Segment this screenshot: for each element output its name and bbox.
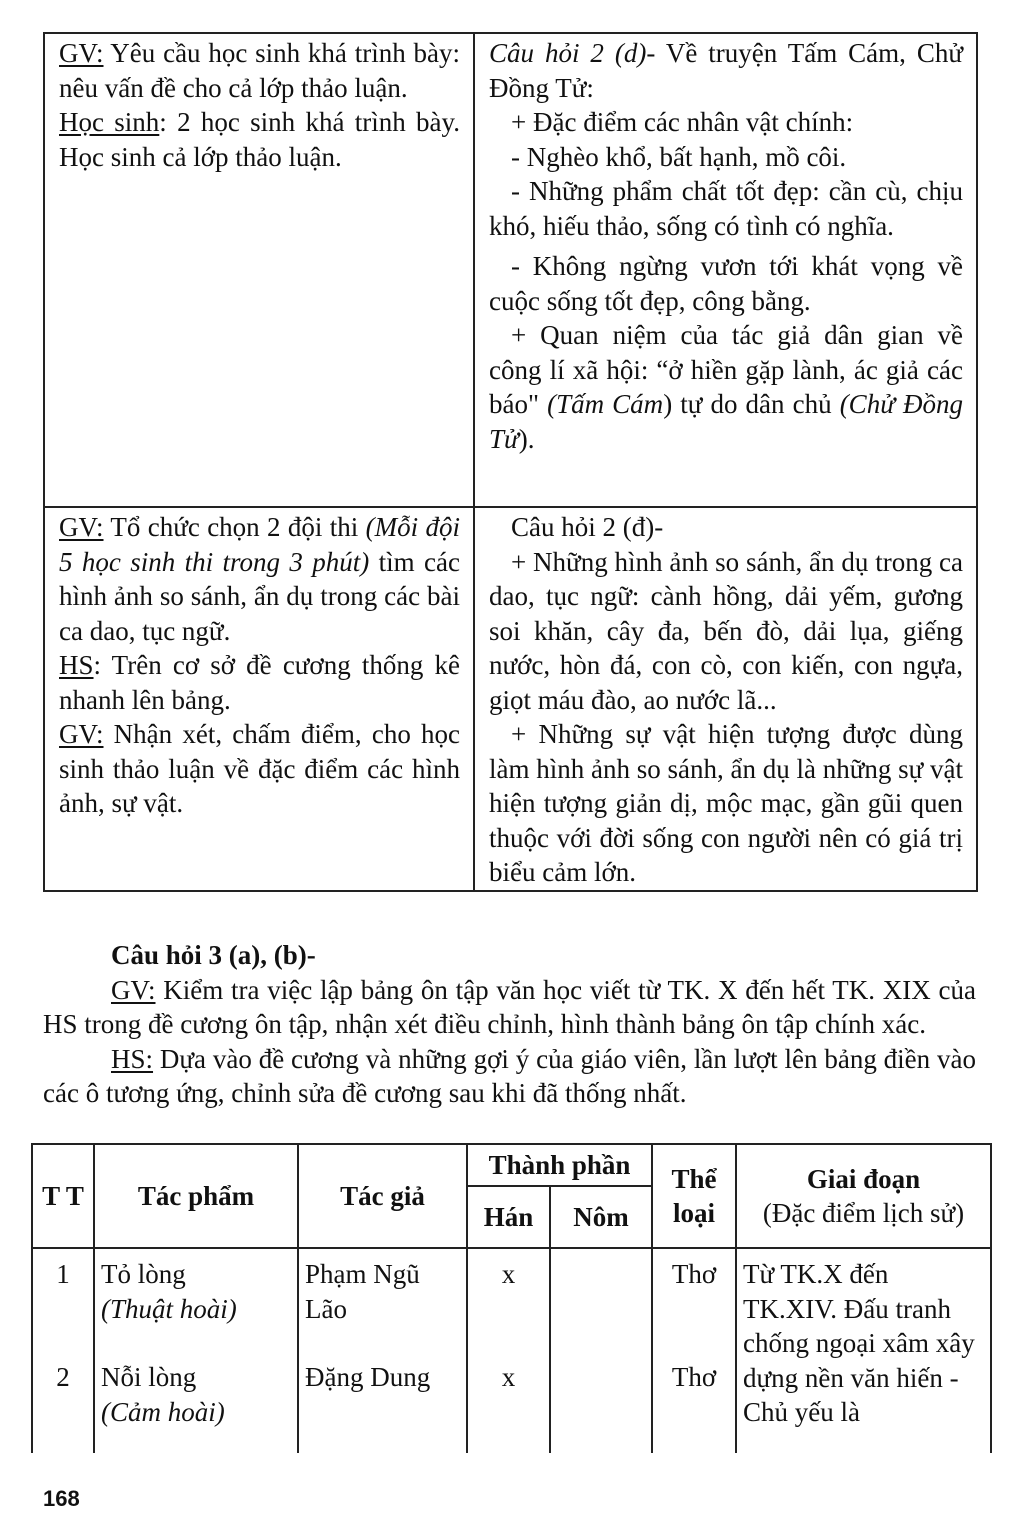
content-italic: (Chử Đồng Tử (489, 389, 963, 454)
period-cell: Từ TK.X đến TK.XIV. Đấu tranh chống ngoại xâm xây dựng nền văn hiến - Chủ yếu là (736, 1248, 991, 1453)
work-alt-title: (Cảm hoài) (101, 1396, 225, 1427)
content-paragraph: - Nghèo khổ, bất hạnh, mồ côi. (511, 141, 847, 172)
content-text: ). (518, 423, 535, 454)
teacher-instruction (59, 510, 460, 648)
question-label: Câu hỏi 2 (d)- (489, 38, 656, 68)
header-author: Tác giả (298, 1144, 467, 1248)
question-title (489, 36, 963, 105)
header-tt: T T (32, 1144, 94, 1248)
gv-label: GV: (59, 38, 104, 68)
student-instruction (59, 105, 460, 174)
question-3-section (43, 938, 976, 1111)
content-text: + Quan niệm của tác giả dân gian về công lí xã hội: “ở hiền gặp lành, ác giả các báo" (489, 320, 963, 419)
row-number: 1 (56, 1259, 70, 1289)
content-italic: (Tấm Cám (547, 389, 664, 419)
genre-value: Thơ (671, 1361, 717, 1392)
content-paragraph (489, 318, 963, 456)
gv-text: Kiểm tra việc lập bảng ôn tập văn học viết từ TK. X đến hết TK. XIX của HS trong đề cương ôn tập, nhận xét điều chỉnh, hình thành bảng ôn tập chính xác. (43, 974, 976, 1039)
header-genre: Thể loại (652, 1144, 736, 1248)
page-number: 168 (43, 1486, 80, 1511)
question-title: Câu hỏi 2 (đ)- (511, 512, 664, 542)
teacher-activity-cell (44, 507, 474, 891)
gv-text: Yêu cầu học sinh khá trình bày: nêu vấn đề cho cả lớp thảo luận. (59, 38, 460, 103)
header-period-sub: (Đặc điểm lịch sử) (762, 1198, 965, 1228)
gv-text: tìm các hình ảnh so sánh, ẩn dụ trong các bài ca dao, tục ngữ. (59, 546, 460, 646)
teacher-activity-cell (44, 33, 474, 507)
hs-label: Học sinh (59, 107, 160, 137)
teacher-paragraph (43, 973, 976, 1042)
header-period-title: Giai đoạn (806, 1163, 921, 1194)
student-instruction (59, 648, 460, 717)
literature-review-table (31, 1143, 992, 1453)
gv-text: Tổ chức chọn 2 đội thi (103, 512, 366, 542)
author-name: Phạm Ngũ Lão (305, 1259, 420, 1324)
content-paragraph: - Những phẩm chất tốt đẹp: cần cù, chịu khó, hiếu thảo, sống có tình có nghĩa. (489, 176, 963, 241)
content-cell (474, 507, 977, 891)
gv-label: GV: (111, 974, 156, 1005)
question-text: Về truyện Tấm Cám, Chử Đồng Tử: (489, 38, 963, 103)
student-paragraph (43, 1042, 976, 1111)
author-cell (298, 1248, 467, 1453)
content-paragraph: + Những hình ảnh so sánh, ẩn dụ trong ca dao, tục ngữ: cành hồng, dải yếm, gương soi khăn, cây đa, bến đò, dải lụa, giếng nước, hòn đá, con cò, con kiến, con ngựa, giọt máu đào, ao nước lã... (489, 546, 963, 715)
han-mark: x (501, 1361, 516, 1392)
table-header-row (32, 1144, 991, 1186)
gv-italic: (Mỗi đội 5 học sinh thi trong 3 phút) (59, 512, 460, 577)
section-heading: Câu hỏi 3 (a), (b)- (111, 940, 316, 970)
author-name: Đặng Dung (305, 1362, 431, 1392)
header-han: Hán (467, 1186, 550, 1248)
hs-text: : 2 học sinh khá trình bày. Học sinh cả lớp thảo luận. (59, 107, 461, 172)
row-number: 2 (56, 1361, 70, 1392)
work-title: Nỗi lòng (101, 1362, 197, 1392)
hs-text: Dựa vào đề cương và những gợi ý của giáo viên, lần lượt lên bảng điền vào các ô tương ứng, chỉnh sửa đề cương sau khi đã thống nhất. (43, 1043, 976, 1108)
nom-cell (550, 1248, 652, 1453)
content-paragraph: + Đặc điểm các nhân vật chính: (511, 107, 854, 137)
header-nom: Nôm (550, 1186, 652, 1248)
lesson-row-2 (44, 507, 977, 891)
content-paragraph: + Những sự vật hiện tượng được dùng làm hình ảnh so sánh, ẩn dụ là những sự vật hiện tượng giản dị, mộc mạc, gần gũi quen thuộc với đời sống con người nên có giá trị biểu cảm lớn. (489, 719, 963, 887)
han-cell (467, 1248, 550, 1453)
teacher-instruction (59, 717, 460, 821)
header-component: Thành phần (467, 1144, 652, 1186)
genre-cell (652, 1248, 736, 1453)
hs-label: HS (59, 650, 94, 680)
header-work: Tác phẩm (94, 1144, 298, 1248)
work-cell (94, 1248, 298, 1453)
table-row (32, 1248, 991, 1453)
gv-text: Nhận xét, chấm điểm, cho học sinh thảo luận về đặc điểm các hình ảnh, sự vật. (59, 719, 460, 818)
content-text: ) tự do dân chủ (663, 389, 840, 419)
hs-text: : Trên cơ sở đề cương thống kê nhanh lên bảng. (59, 650, 460, 715)
content-cell (474, 33, 977, 507)
genre-value: Thơ (671, 1259, 717, 1289)
lesson-row-1 (44, 33, 977, 507)
lesson-table (43, 32, 978, 892)
work-alt-title: (Thuật hoài) (101, 1293, 237, 1324)
tt-cell (32, 1248, 94, 1453)
han-mark: x (501, 1259, 516, 1289)
gv-label: GV: (59, 719, 104, 749)
content-paragraph: - Không ngừng vươn tới khát vọng về cuộc sống tốt đẹp, công bằng. (489, 251, 963, 316)
work-title: Tỏ lòng (101, 1259, 186, 1289)
teacher-instruction (59, 36, 460, 105)
header-period (736, 1144, 991, 1248)
gv-label: GV: (59, 512, 104, 542)
hs-label: HS: (111, 1043, 154, 1074)
